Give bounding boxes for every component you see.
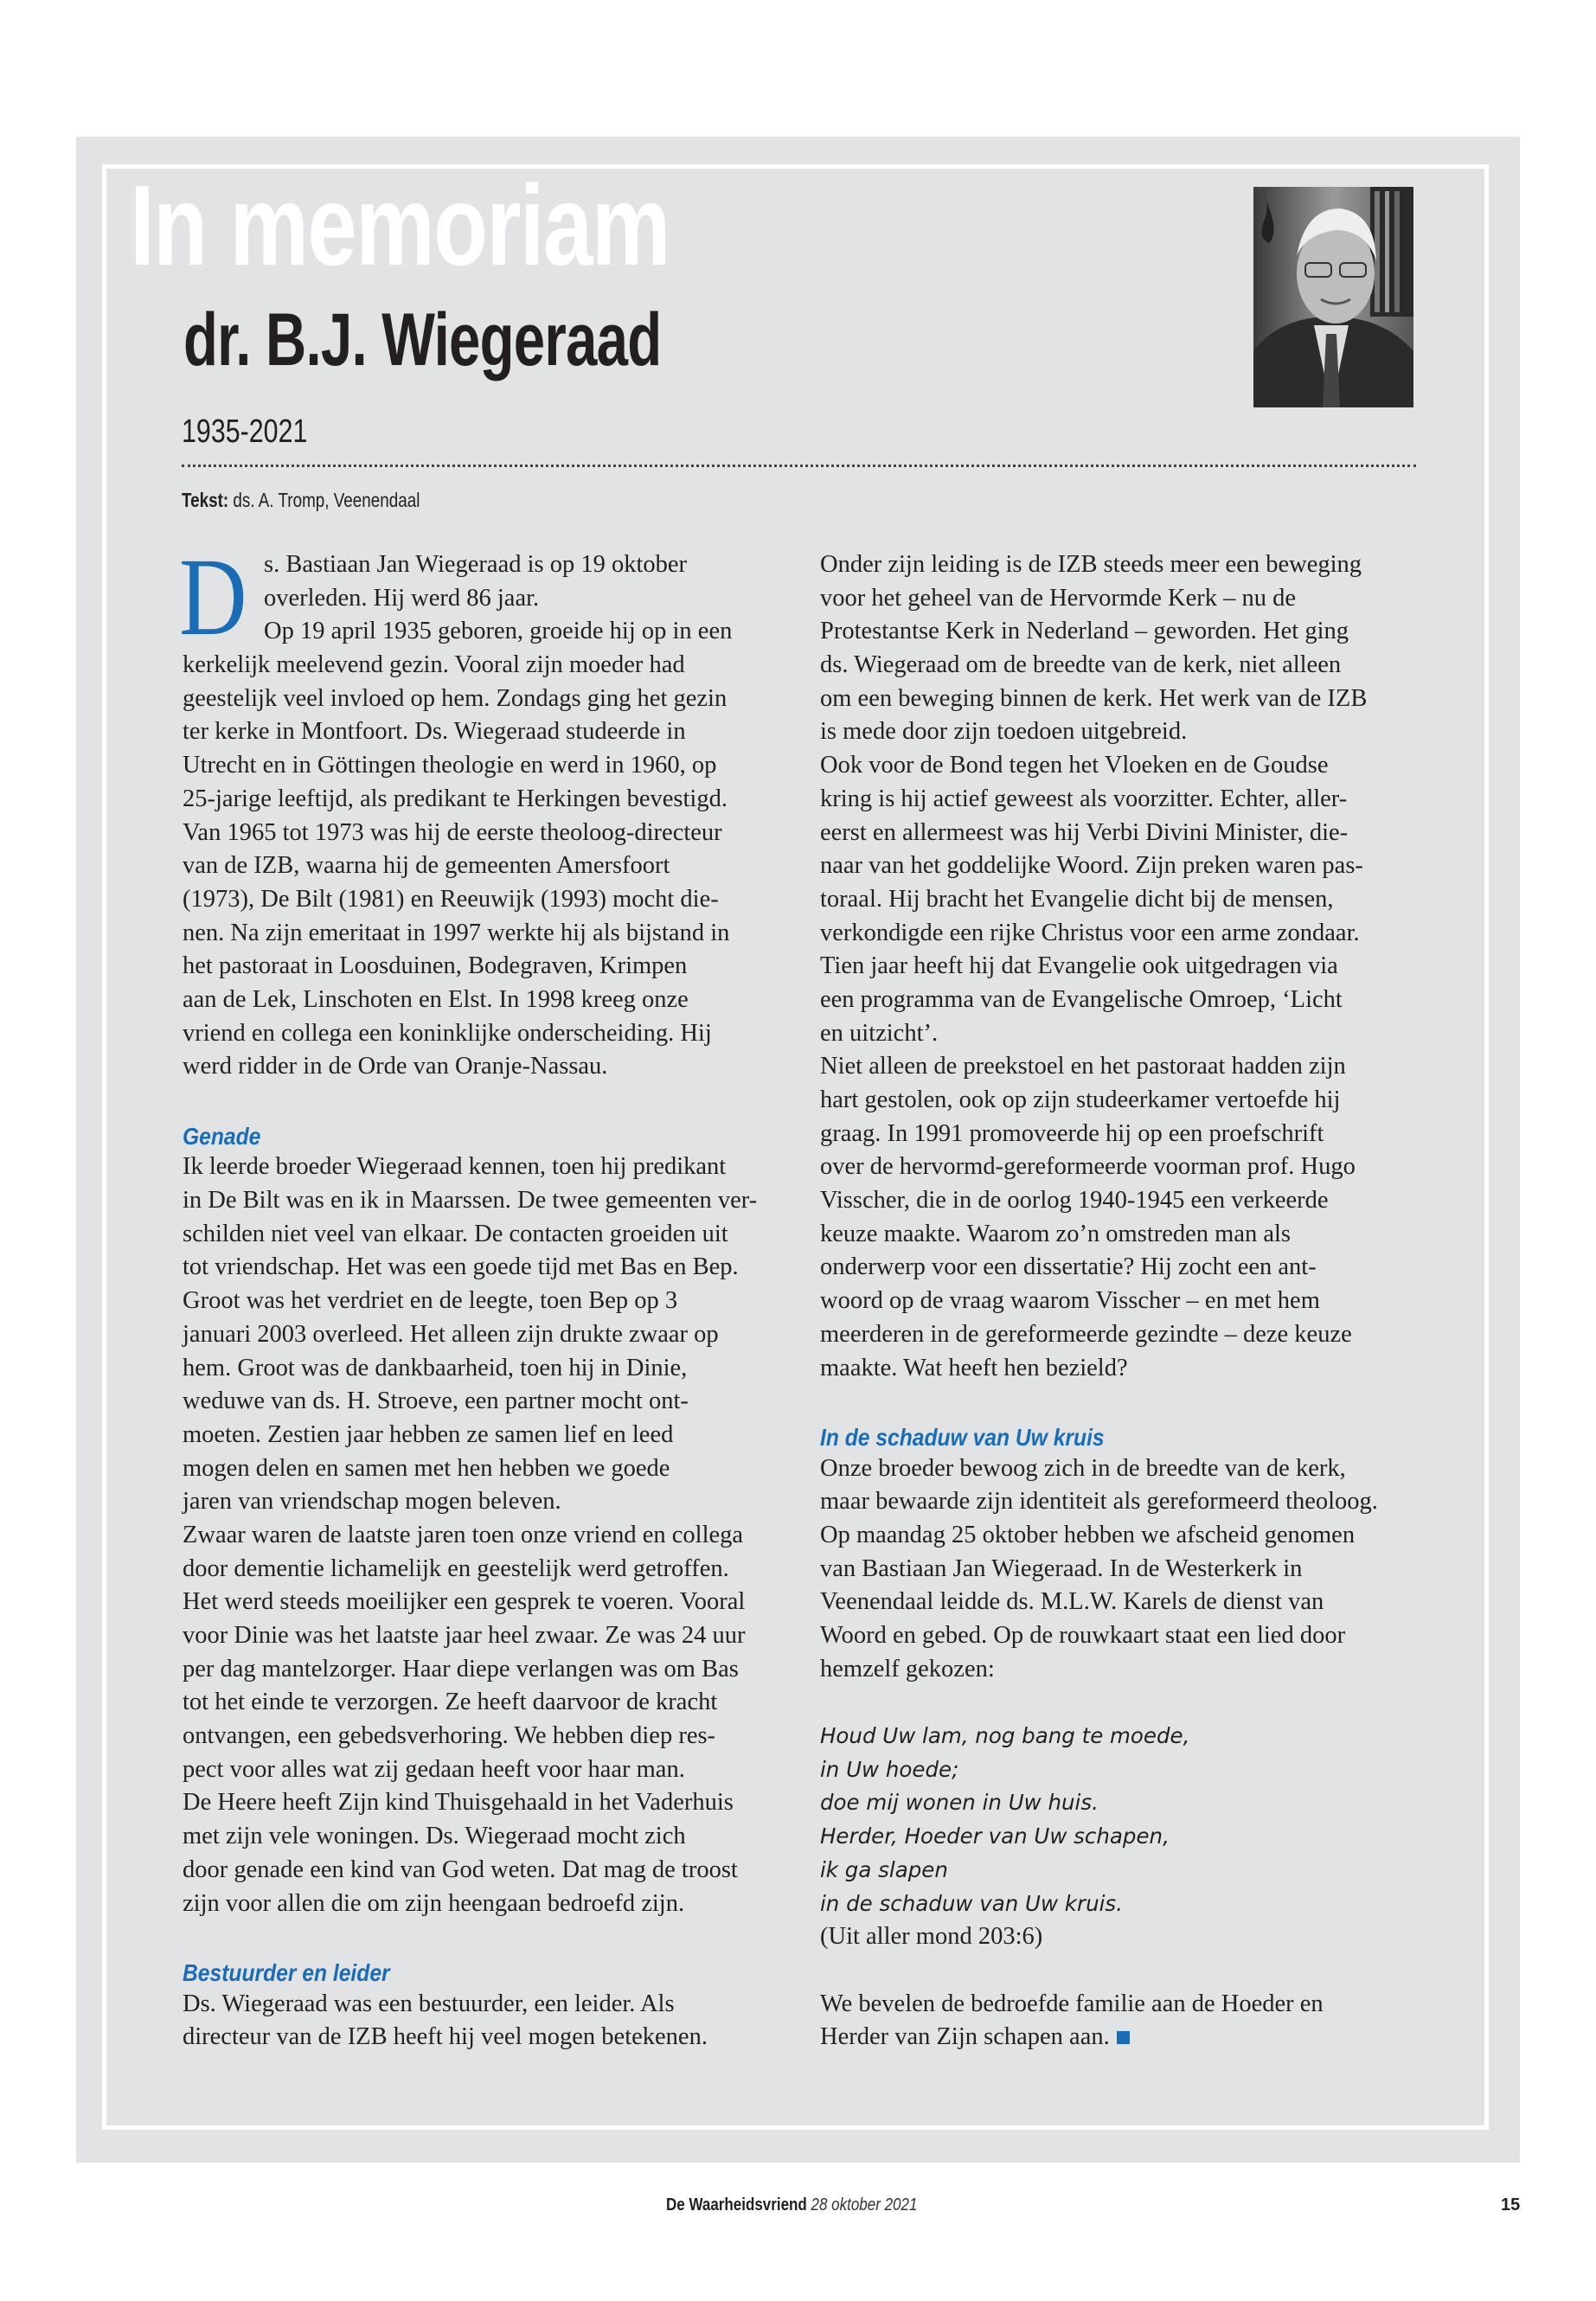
paragraph xyxy=(820,1988,1426,2054)
text-line xyxy=(183,1519,788,1553)
text-line xyxy=(820,1586,1426,1619)
line-text: in Uw hoede; xyxy=(820,1756,959,1782)
section-heading: Genade xyxy=(183,1122,261,1150)
text-line xyxy=(820,1786,1426,1820)
text-column-left xyxy=(179,535,788,2054)
line-text: Op maandag 25 oktober hebben we afscheid genomen xyxy=(820,1521,1356,1548)
text-line xyxy=(183,1888,788,1921)
text-line xyxy=(820,917,1426,951)
text-line xyxy=(183,849,788,883)
text-line xyxy=(820,1285,1426,1318)
line-text: hem. Groot was de dankbaarheid, toen hij in Dinie, xyxy=(183,1354,688,1381)
author-credit xyxy=(182,489,420,512)
line-text: Onder zijn leiding is de IZB steeds meer een beweging xyxy=(820,551,1362,578)
line-text: in De Bilt was en ik in Maarssen. De twee gemeenten ver- xyxy=(183,1187,758,1215)
dotted-divider xyxy=(182,465,1416,467)
line-text: doe mij wonen in Uw huis. xyxy=(820,1790,1099,1816)
line-text: hart gestolen, ook op zijn studeerkamer vertoefde hij xyxy=(820,1086,1341,1113)
line-text: werd ridder in de Orde van Oranje-Nassau. xyxy=(183,1053,608,1080)
life-years: 1935-2021 xyxy=(182,413,308,450)
line-text: zijn voor allen die om zijn heengaan bedroefd zijn. xyxy=(183,1889,685,1917)
text-line xyxy=(183,1686,788,1720)
text-line xyxy=(820,1753,1426,1787)
text-line xyxy=(820,1017,1426,1051)
line-text: We bevelen de bedroefde familie aan de Hoeder en xyxy=(820,1990,1324,2017)
line-text: kring is hij actief geweest als voorzitter. Echter, aller- xyxy=(820,785,1348,812)
text-line xyxy=(820,749,1426,783)
line-text: in de schaduw van Uw kruis. xyxy=(820,1890,1123,1916)
paragraph xyxy=(183,1988,788,2054)
text-line xyxy=(820,950,1426,984)
text-line xyxy=(183,2021,788,2054)
paragraph xyxy=(179,535,788,1084)
line-text: ter kerke in Montfoort. Ds. Wiegeraad studeerde in xyxy=(183,718,686,746)
text-line xyxy=(820,1485,1426,1519)
text-line xyxy=(820,1720,1426,1753)
line-text: Groot was het verdriet en de leegte, toen Bep op 3 xyxy=(183,1287,678,1315)
line-text: Ook voor de Bond tegen het Vloeken en de Goudse xyxy=(820,752,1329,779)
paragraph xyxy=(820,1452,1426,1687)
line-text: toraal. Hij bracht het Evangelie dicht bij de mensen, xyxy=(820,885,1334,913)
line-text: De Heere heeft Zijn kind Thuisgehaald in het Vaderhuis xyxy=(183,1789,734,1817)
line-text: Visscher, die in de oorlog 1940-1945 een verkeerde xyxy=(820,1187,1329,1215)
line-text: van de IZB, waarna hij de gemeenten Amersfoort xyxy=(183,852,670,880)
poem-quote xyxy=(820,1720,1426,1920)
text-line xyxy=(183,1017,788,1051)
text-line xyxy=(183,1150,788,1184)
text-line xyxy=(820,683,1426,716)
portrait-photo xyxy=(1253,187,1413,407)
page-number: 15 xyxy=(1501,2195,1521,2214)
text-line xyxy=(183,1720,788,1753)
credit-label: Tekst: xyxy=(182,489,229,511)
paragraph-spacer xyxy=(820,1686,1426,1720)
text-line xyxy=(820,1988,1426,2022)
line-text: het pastoraat in Loosduinen, Bodegraven, Krimpen xyxy=(183,952,688,980)
line-text: geestelijk veel invloed op hem. Zondags ging het gezin xyxy=(183,684,727,712)
publication-name: De Waarheidsvriend xyxy=(666,2195,807,2214)
line-text: moeten. Zestien jaar hebben ze samen lief en leed xyxy=(183,1420,674,1448)
line-text: Van 1965 tot 1973 was hij de eerste theoloog-directeur xyxy=(183,818,722,846)
text-line xyxy=(183,783,788,817)
line-text: verkondigde een rijke Christus voor een arme zondaar. xyxy=(820,919,1360,946)
line-text: overleden. Hij werd 86 jaar. xyxy=(264,584,540,612)
text-line xyxy=(820,1318,1426,1352)
line-text: Het werd steeds moeilijker een gesprek te voeren. Vooral xyxy=(183,1588,746,1616)
text-line xyxy=(183,1485,788,1519)
line-text: Op 19 april 1935 geboren, groeide hij op in een xyxy=(264,618,733,645)
text-line xyxy=(183,1352,788,1386)
line-text: Protestantse Kerk in Nederland – geworden. Het ging xyxy=(820,618,1349,645)
line-text: directeur van de IZB heeft hij veel mogen betekenen. xyxy=(183,2023,708,2051)
end-mark-icon xyxy=(1117,2031,1130,2044)
text-line xyxy=(183,649,788,683)
text-line xyxy=(820,582,1426,616)
text-line xyxy=(820,1251,1426,1285)
line-text: s. Bastiaan Jan Wiegeraad is op 19 oktober xyxy=(264,551,688,578)
line-text: vriend en collega een koninklijke onderscheiding. Hij xyxy=(183,1019,712,1047)
text-line xyxy=(820,883,1426,917)
text-line xyxy=(820,1820,1426,1854)
text-line xyxy=(820,817,1426,850)
paragraph xyxy=(820,1920,1426,1954)
text-line xyxy=(183,1218,788,1252)
line-text: Herder, Hoeder van Uw schapen, xyxy=(820,1823,1170,1849)
line-text: Tien jaar heeft hij dat Evangelie ook uitgedragen via xyxy=(820,952,1338,980)
text-line xyxy=(183,1285,788,1318)
text-line xyxy=(183,984,788,1017)
line-text: Ik leerde broeder Wiegeraad kennen, toen hij predikant xyxy=(183,1153,727,1181)
text-line xyxy=(820,1150,1426,1184)
line-text: Zwaar waren de laatste jaren toen onze vriend en collega xyxy=(183,1521,744,1548)
line-text: graag. In 1991 promoveerde hij op een proefschrift xyxy=(820,1119,1324,1147)
page-footer xyxy=(666,2195,917,2215)
text-line xyxy=(820,1920,1426,1954)
line-text: meerderen in de gereformeerde gezindte – deze keuze xyxy=(820,1320,1352,1348)
issue-date: 28 oktober 2021 xyxy=(811,2195,918,2214)
text-line xyxy=(183,615,788,649)
credit-author: ds. A. Tromp, Veenendaal xyxy=(233,489,420,511)
section-heading: In de schaduw van Uw kruis xyxy=(820,1423,1105,1451)
text-line xyxy=(183,1820,788,1854)
line-text: onderwerp voor een dissertatie? Hij zocht een ant- xyxy=(820,1253,1317,1281)
line-text: door genade een kind van God weten. Dat mag de troost xyxy=(183,1856,738,1883)
line-text: voor het geheel van de Hervormde Kerk – nu de xyxy=(820,584,1297,612)
line-text: eerst en allermeest was hij Verbi Divini Minister, die- xyxy=(820,818,1349,846)
text-line xyxy=(820,649,1426,683)
text-line xyxy=(820,1619,1426,1653)
text-line xyxy=(183,1653,788,1687)
person-name: dr. B.J. Wiegeraad xyxy=(183,298,662,381)
line-text: een programma van de Evangelische Omroep, ‘Licht xyxy=(820,985,1343,1013)
text-line xyxy=(820,1452,1426,1486)
text-line xyxy=(820,1653,1426,1687)
text-line xyxy=(820,1184,1426,1218)
text-line xyxy=(183,1452,788,1486)
line-text: woord op de vraag waarom Visscher – en met hem xyxy=(820,1287,1320,1315)
text-line xyxy=(820,1218,1426,1252)
line-text: keuze maakte. Waarom zo’n omstreden man als xyxy=(820,1220,1292,1247)
text-line xyxy=(183,1184,788,1218)
paragraph-spacer xyxy=(820,1954,1426,1988)
text-line xyxy=(820,548,1426,582)
line-text: weduwe van ds. H. Stroeve, een partner mocht ont- xyxy=(183,1388,689,1415)
line-text: mogen delen en samen met hen hebben we goede xyxy=(183,1454,670,1482)
line-text: met zijn vele woningen. Ds. Wiegeraad mocht zich xyxy=(183,1823,686,1850)
text-line xyxy=(820,783,1426,817)
text-line xyxy=(183,1753,788,1787)
line-text: Niet alleen de preekstoel en het pastoraat hadden zijn xyxy=(820,1053,1346,1080)
text-line xyxy=(820,1352,1426,1386)
paragraph-spacer xyxy=(183,1920,788,1954)
line-text: (1973), De Bilt (1981) en Reeuwijk (1993) mocht die- xyxy=(183,885,719,913)
text-line xyxy=(820,615,1426,649)
line-text: Herder van Zijn schapen aan. xyxy=(820,2023,1110,2051)
text-line xyxy=(183,683,788,716)
line-text: Ds. Wiegeraad was een bestuurder, een leider. Als xyxy=(183,1990,675,2017)
text-line xyxy=(820,849,1426,883)
text-line xyxy=(183,1619,788,1653)
line-text: ds. Wiegeraad om de breedte van de kerk, niet alleen xyxy=(820,651,1342,679)
text-line xyxy=(820,1084,1426,1118)
line-text: voor Dinie was het laatste jaar heel zwaar. Ze was 24 uur xyxy=(183,1622,746,1649)
line-text: maakte. Wat heeft hen bezield? xyxy=(820,1354,1128,1381)
line-text: Woord en gebed. Op de rouwkaart staat een lied door xyxy=(820,1622,1346,1649)
drop-cap: D xyxy=(179,535,247,658)
text-line xyxy=(183,917,788,951)
text-line xyxy=(183,715,788,749)
line-text: jaren van vriendschap mogen beleven. xyxy=(183,1488,561,1516)
line-text: hemzelf gekozen: xyxy=(820,1655,995,1682)
line-text: 25-jarige leeftijd, als predikant te Herkingen bevestigd. xyxy=(183,785,727,812)
line-text: (Uit aller mond 203:6) xyxy=(820,1923,1043,1951)
line-text: Onze broeder bewoog zich in de breedte van de kerk, xyxy=(820,1454,1346,1482)
section-heading: Bestuurder en leider xyxy=(183,1958,390,1986)
line-text: van Bastiaan Jan Wiegeraad. In de Westerkerk in xyxy=(820,1554,1303,1582)
line-text: aan de Lek, Linschoten en Elst. In 1998 kreeg onze xyxy=(183,985,689,1013)
text-line xyxy=(820,1553,1426,1586)
text-line xyxy=(183,1988,788,2022)
paragraph-spacer xyxy=(820,1385,1426,1419)
text-line xyxy=(183,1251,788,1285)
text-line xyxy=(183,1786,788,1820)
paragraph-spacer xyxy=(183,1084,788,1118)
line-text: naar van het goddelijke Woord. Zijn preken waren pas- xyxy=(820,852,1363,880)
line-text: ik ga slapen xyxy=(820,1856,948,1882)
line-text: nen. Na zijn emeritaat in 1997 werkte hij als bijstand in xyxy=(183,919,730,946)
text-line xyxy=(820,984,1426,1017)
line-text: is mede door zijn toedoen uitgebreid. xyxy=(820,718,1188,746)
paragraph xyxy=(183,1150,788,1920)
text-line xyxy=(183,749,788,783)
text-line xyxy=(820,715,1426,749)
line-text: door dementie lichamelijk en geestelijk werd getroffen. xyxy=(183,1554,729,1582)
text-line xyxy=(820,2021,1426,2054)
text-line xyxy=(183,1854,788,1888)
line-text: over de hervormd-gereformeerde voorman prof. Hugo xyxy=(820,1153,1356,1181)
text-line xyxy=(183,1586,788,1619)
paragraph xyxy=(820,548,1426,1385)
text-line xyxy=(183,1419,788,1452)
line-text: kerkelijk meelevend gezin. Vooral zijn moeder had xyxy=(183,651,685,679)
line-text: Houd Uw lam, nog bang te moede, xyxy=(820,1723,1190,1749)
section-title: In memoriam xyxy=(130,162,670,289)
text-line xyxy=(820,1050,1426,1084)
line-text: Utrecht en in Göttingen theologie en werd in 1960, op xyxy=(183,752,717,779)
text-line xyxy=(183,1385,788,1419)
line-text: schilden niet veel van elkaar. De contacten groeiden uit xyxy=(183,1220,728,1247)
text-line xyxy=(183,883,788,917)
text-line xyxy=(820,1519,1426,1553)
text-line xyxy=(183,1050,788,1084)
text-line xyxy=(183,548,788,582)
line-text: per dag mantelzorger. Haar diepe verlangen was om Bas xyxy=(183,1655,739,1682)
line-text: maar bewaarde zijn identiteit als gereformeerd theoloog. xyxy=(820,1488,1378,1516)
text-line xyxy=(820,1854,1426,1888)
line-text: om een beweging binnen de kerk. Het werk van de IZB xyxy=(820,684,1368,712)
text-line xyxy=(183,1318,788,1352)
text-line xyxy=(183,1553,788,1586)
text-line xyxy=(183,582,788,616)
line-text: tot het einde te verzorgen. Ze heeft daarvoor de kracht xyxy=(183,1689,718,1716)
line-text: en uitzicht’. xyxy=(820,1019,939,1047)
text-line xyxy=(183,817,788,850)
text-line xyxy=(820,1118,1426,1151)
line-text: januari 2003 overleed. Het alleen zijn drukte zwaar op xyxy=(183,1320,719,1348)
line-text: pect voor alles wat zij gedaan heeft voor haar man. xyxy=(183,1755,685,1783)
line-text: tot vriendschap. Het was een goede tijd met Bas en Bep. xyxy=(183,1253,739,1281)
text-line xyxy=(820,1888,1426,1921)
line-text: ontvangen, een gebedsverhoring. We hebben diep res- xyxy=(183,1722,716,1750)
line-text: Veenendaal leidde ds. M.L.W. Karels de dienst van xyxy=(820,1588,1324,1616)
text-line xyxy=(183,950,788,984)
text-column-right xyxy=(820,548,1426,2054)
